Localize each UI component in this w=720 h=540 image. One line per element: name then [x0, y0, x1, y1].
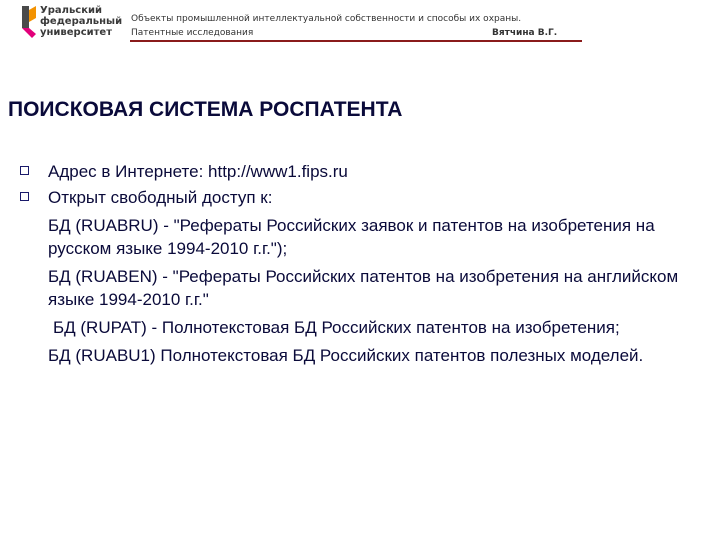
bullet-text: Открыт свободный доступ к:: [48, 188, 273, 207]
logo-line-1: Уральский: [40, 5, 102, 16]
header-course-title: Объекты промышленной интеллектуальной собственности и способы их охраны.: [131, 14, 522, 24]
bullet-item: [20, 186, 700, 209]
bullet-item: [20, 160, 700, 183]
logo-mark-icon: [20, 4, 38, 40]
database-item: БД (RUPAT) - Полнотекстовая БД Российских патентов на изобретения;: [53, 318, 620, 337]
database-item: БД (RUABU1) Полнотекстовая БД Российских патентов полезных моделей.: [48, 346, 644, 365]
logo-text: [40, 5, 122, 38]
bullet-text: Адрес в Интернете: http://www1.fips.ru: [48, 162, 348, 181]
header-section-title: Патентные исследования: [131, 28, 254, 38]
square-bullet-icon: [20, 192, 29, 201]
header-author: Вятчина В.Г.: [492, 28, 558, 38]
logo-line-2: федеральный: [40, 16, 123, 27]
database-item: БД (RUABRU) - "Рефераты Российских заявок и патентов на изобретения на русском языке 1994-2010 г.г.");: [48, 216, 655, 258]
slide-content: [20, 160, 700, 367]
logo-line-3: университет: [40, 27, 113, 38]
university-logo: [20, 4, 123, 42]
database-item: БД (RUABEN) - "Рефераты Российских патентов на изобретения на английском языке 1994-2010 г.г.": [48, 267, 679, 309]
slide-title: ПОИСКОВАЯ СИСТЕМА РОСПАТЕНТА: [8, 98, 403, 121]
square-bullet-icon: [20, 166, 29, 175]
header-divider: [130, 40, 582, 42]
